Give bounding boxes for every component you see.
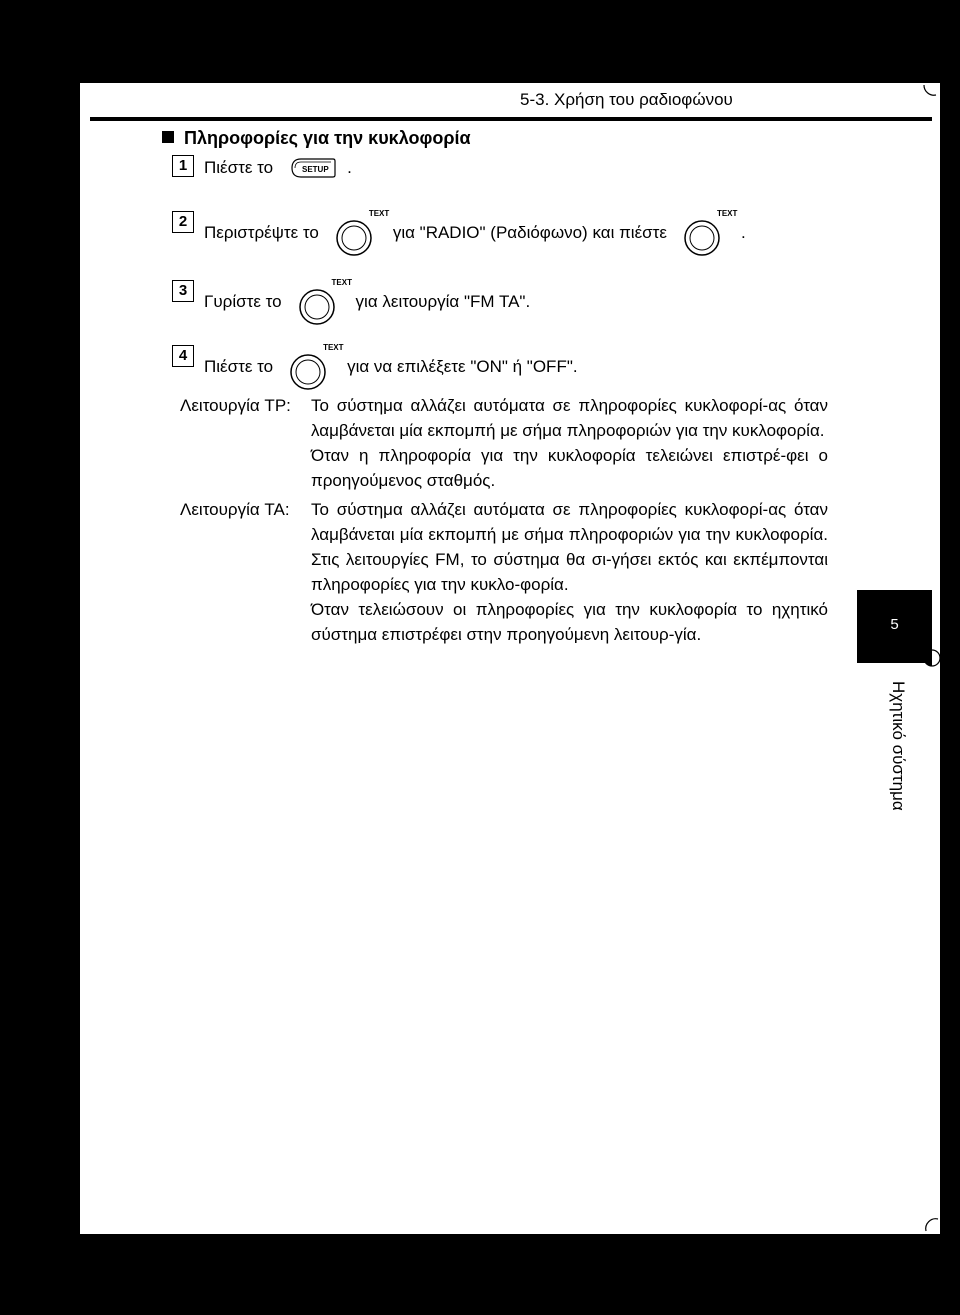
text-knob-icon xyxy=(683,209,738,253)
text-knob-icon xyxy=(298,278,352,322)
mode-label: Λειτουργία TP: xyxy=(180,396,291,415)
step-text: Γυρίστε το xyxy=(204,292,282,311)
section-title-text: Πληροφορίες για την κυκλοφορία xyxy=(184,128,471,148)
mode-descriptions xyxy=(180,393,828,647)
manual-page xyxy=(80,83,940,1234)
mode-label: Λειτουργία TA: xyxy=(180,500,290,519)
step-text: Περιστρέψτε το xyxy=(204,223,319,242)
step-number: 1 xyxy=(172,155,194,177)
crop-mark-icon xyxy=(922,1213,942,1233)
text-knob-icon xyxy=(289,343,344,387)
mode-ta-description xyxy=(180,497,828,647)
step-text: . xyxy=(347,158,352,177)
chapter-number: 5 xyxy=(890,616,899,633)
section-header: 5-3. Χρήση του ραδιοφώνου xyxy=(520,90,733,109)
chapter-title: Ηχητικό σύστημα xyxy=(889,681,908,811)
step-text: Πιέστε το xyxy=(204,357,274,376)
step-text: για λειτουργία "FM TA". xyxy=(355,292,531,311)
description-paragraph: Όταν η πληροφορία για την κυκλοφορία τελειώνει επιστρέ-φει ο προηγούμενος σταθμός. xyxy=(311,446,828,490)
step-number: 3 xyxy=(172,280,194,302)
mode-tp-description xyxy=(180,393,828,493)
description-paragraph: Το σύστημα αλλάζει αυτόματα σε πληροφορίες κυκλοφορί-ας όταν λαμβάνεται μία εκπομπή με σήμα πληροφοριών για την κυκλοφορία. Στις λειτουργίες FM, το σύστημα θα σι-γήσει εκτός και εκπέμπονται πληροφορίες για την κυκλο-φορία. xyxy=(311,500,828,594)
square-bullet-icon xyxy=(162,131,174,143)
setup-button-icon xyxy=(289,157,337,179)
step-text: για "RADIO" (Ραδιόφωνο) και πιέστε xyxy=(392,223,667,242)
description-paragraph: Όταν τελειώσουν οι πληροφορίες για την κυκλοφορία το ηχητικό σύστημα επιστρέφει στην προηγούμενη λειτουρ-γία. xyxy=(311,600,828,644)
step-text: Πιέστε το xyxy=(204,158,274,177)
step-text: . xyxy=(740,223,746,242)
step-number: 4 xyxy=(172,345,194,367)
knob-label: TEXT xyxy=(331,278,352,287)
step-text: για να επιλέξετε "ON" ή "OFF". xyxy=(347,357,578,376)
chapter-label xyxy=(858,681,934,881)
header-rule xyxy=(90,117,932,121)
description-paragraph: Το σύστημα αλλάζει αυτόματα σε πληροφορίες κυκλοφορί-ας όταν λαμβάνεται μία εκπομπή με σήμα πληροφοριών για την κυκλοφορία. xyxy=(311,396,828,440)
knob-label: TEXT xyxy=(716,209,738,218)
step-number: 2 xyxy=(172,211,194,233)
text-knob-icon xyxy=(335,209,390,253)
knob-label: TEXT xyxy=(323,343,344,352)
chapter-tab xyxy=(857,590,932,663)
knob-label: TEXT xyxy=(368,209,390,218)
crop-mark-icon xyxy=(922,83,942,103)
svg-text:SETUP: SETUP xyxy=(302,165,329,174)
page-header xyxy=(80,83,940,115)
section-title xyxy=(162,128,471,149)
